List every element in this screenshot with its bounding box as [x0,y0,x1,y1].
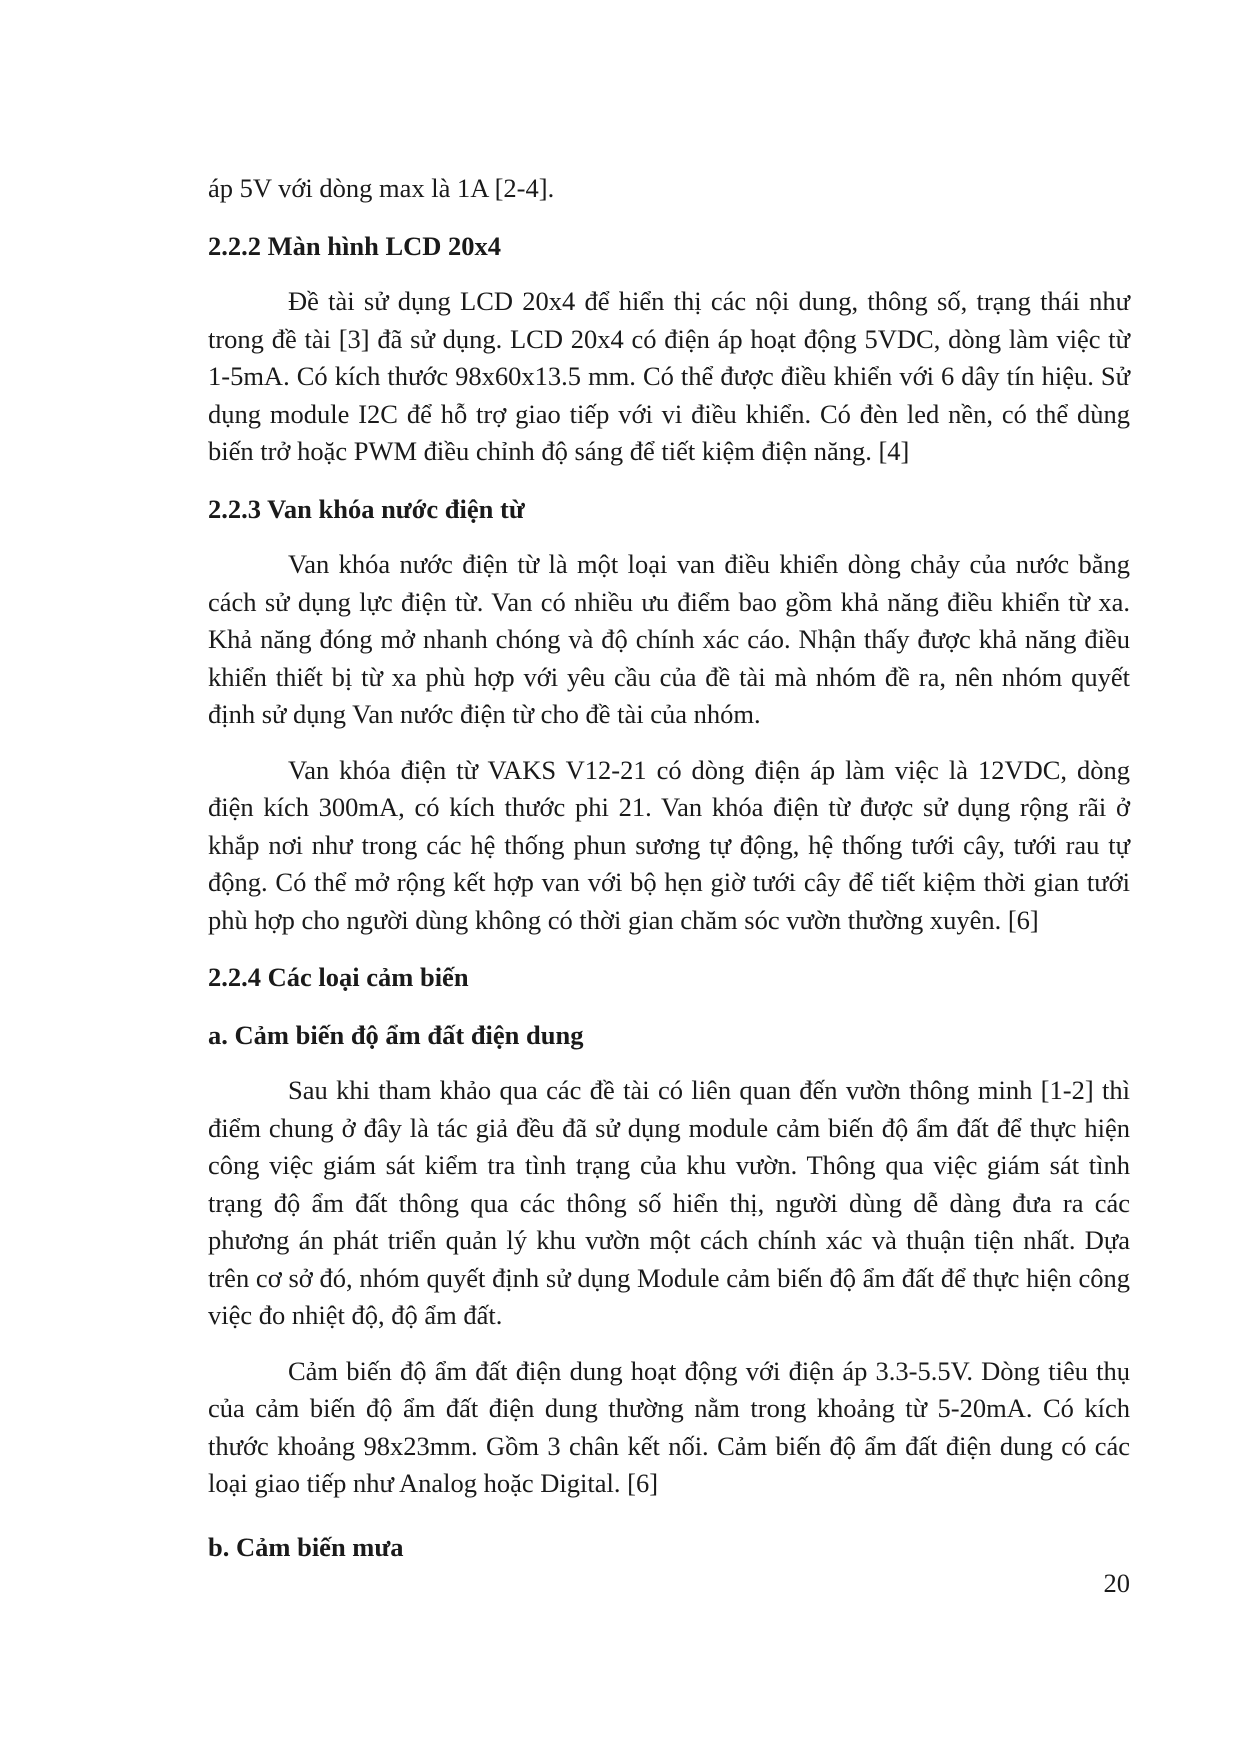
continuation-text: áp 5V với dòng max là 1A [2-4]. [208,173,555,203]
page-number: 20 [1103,1568,1130,1598]
heading-lcd: 2.2.2 Màn hình LCD 20x4 [208,230,502,261]
paragraph-valve-2: Van khóa điện từ VAKS V12-21 có dòng điện áp làm việc là 12VDC, dòng điện kích 300mA, có kích thước phi 21. Van khóa điện từ được sử dụng rộng rãi ở khắp nơi như trong các hệ thống phun sương tự động, hệ thống tưới cây, tưới rau tự động. Có thể mở rộng kết hợp van với bộ hẹn giờ tưới cây để tiết kiệm thời gian tưới phù hợp cho người dùng không có thời gian chăm sóc vườn thường xuyên. [6] [208,754,1130,935]
heading-soil-sensor: a. Cảm biến độ ẩm đất điện dung [208,1019,584,1050]
paragraph-valve-1: Van khóa nước điện từ là một loại van điều khiển dòng chảy của nước bằng cách sử dụng lực điện từ. Van có nhiều ưu điểm bao gồm khả năng điều khiển từ xa. Khả năng đóng mở nhanh chóng và độ chính xác cáo. Nhận thấy được khả năng điều khiển thiết bị từ xa phù hợp với yêu cầu của đề tài mà nhóm đề ra, nên nhóm quyết định sử dụng Van nước điện từ cho đề tài của nhóm. [208,549,1130,729]
heading-rain-sensor: b. Cảm biến mưa [208,1531,404,1562]
heading-sensors: 2.2.4 Các loại cảm biến [208,962,469,992]
document-page [208,170,1130,1584]
paragraph-soil-2: Cảm biến độ ẩm đất điện dung hoạt động với điện áp 3.3-5.5V. Dòng tiêu thụ của cảm biến độ ẩm đất điện dung thường nằm trong khoảng từ 5-20mA. Có kích thước khoảng 98x23mm. Gồm 3 chân kết nối. Cảm biến độ ẩm đất điện dung có các loại giao tiếp như Analog hoặc Digital. [6] [208,1355,1130,1498]
paragraph-lcd: Đề tài sử dụng LCD 20x4 để hiển thị các nội dung, thông số, trạng thái như trong đề tài [3] đã sử dụng. LCD 20x4 có điện áp hoạt động 5VDC, dòng làm việc từ 1-5mA. Có kích thước 98x60x13.5 mm. Có thể được điều khiển với 6 dây tín hiệu. Sử dụng module I2C để hỗ trợ giao tiếp với vi điều khiển. Có đèn led nền, có thể dùng biến trở hoặc PWM điều chỉnh độ sáng để tiết kiệm điện năng. [4] [208,286,1130,466]
heading-valve: 2.2.3 Van khóa nước điện từ [208,493,525,524]
paragraph-soil-1: Sau khi tham khảo qua các đề tài có liên quan đến vườn thông minh [1-2] thì điểm chung ở đây là tác giả đều đã sử dụng module cảm biến độ ẩm đất để thực hiện công việc giám sát kiểm tra tình trạng của khu vườn. Thông qua việc giám sát tình trạng độ ẩm đất thông qua các thông số hiển thị, người dùng dễ dàng đưa ra các phương án phát triển quản lý khu vườn một cách chính xác và thuận tiện nhất. Dựa trên cơ sở đó, nhóm quyết định sử dụng Module cảm biến độ ẩm đất để thực hiện công việc đo nhiệt độ, độ ẩm đất. [208,1075,1130,1330]
